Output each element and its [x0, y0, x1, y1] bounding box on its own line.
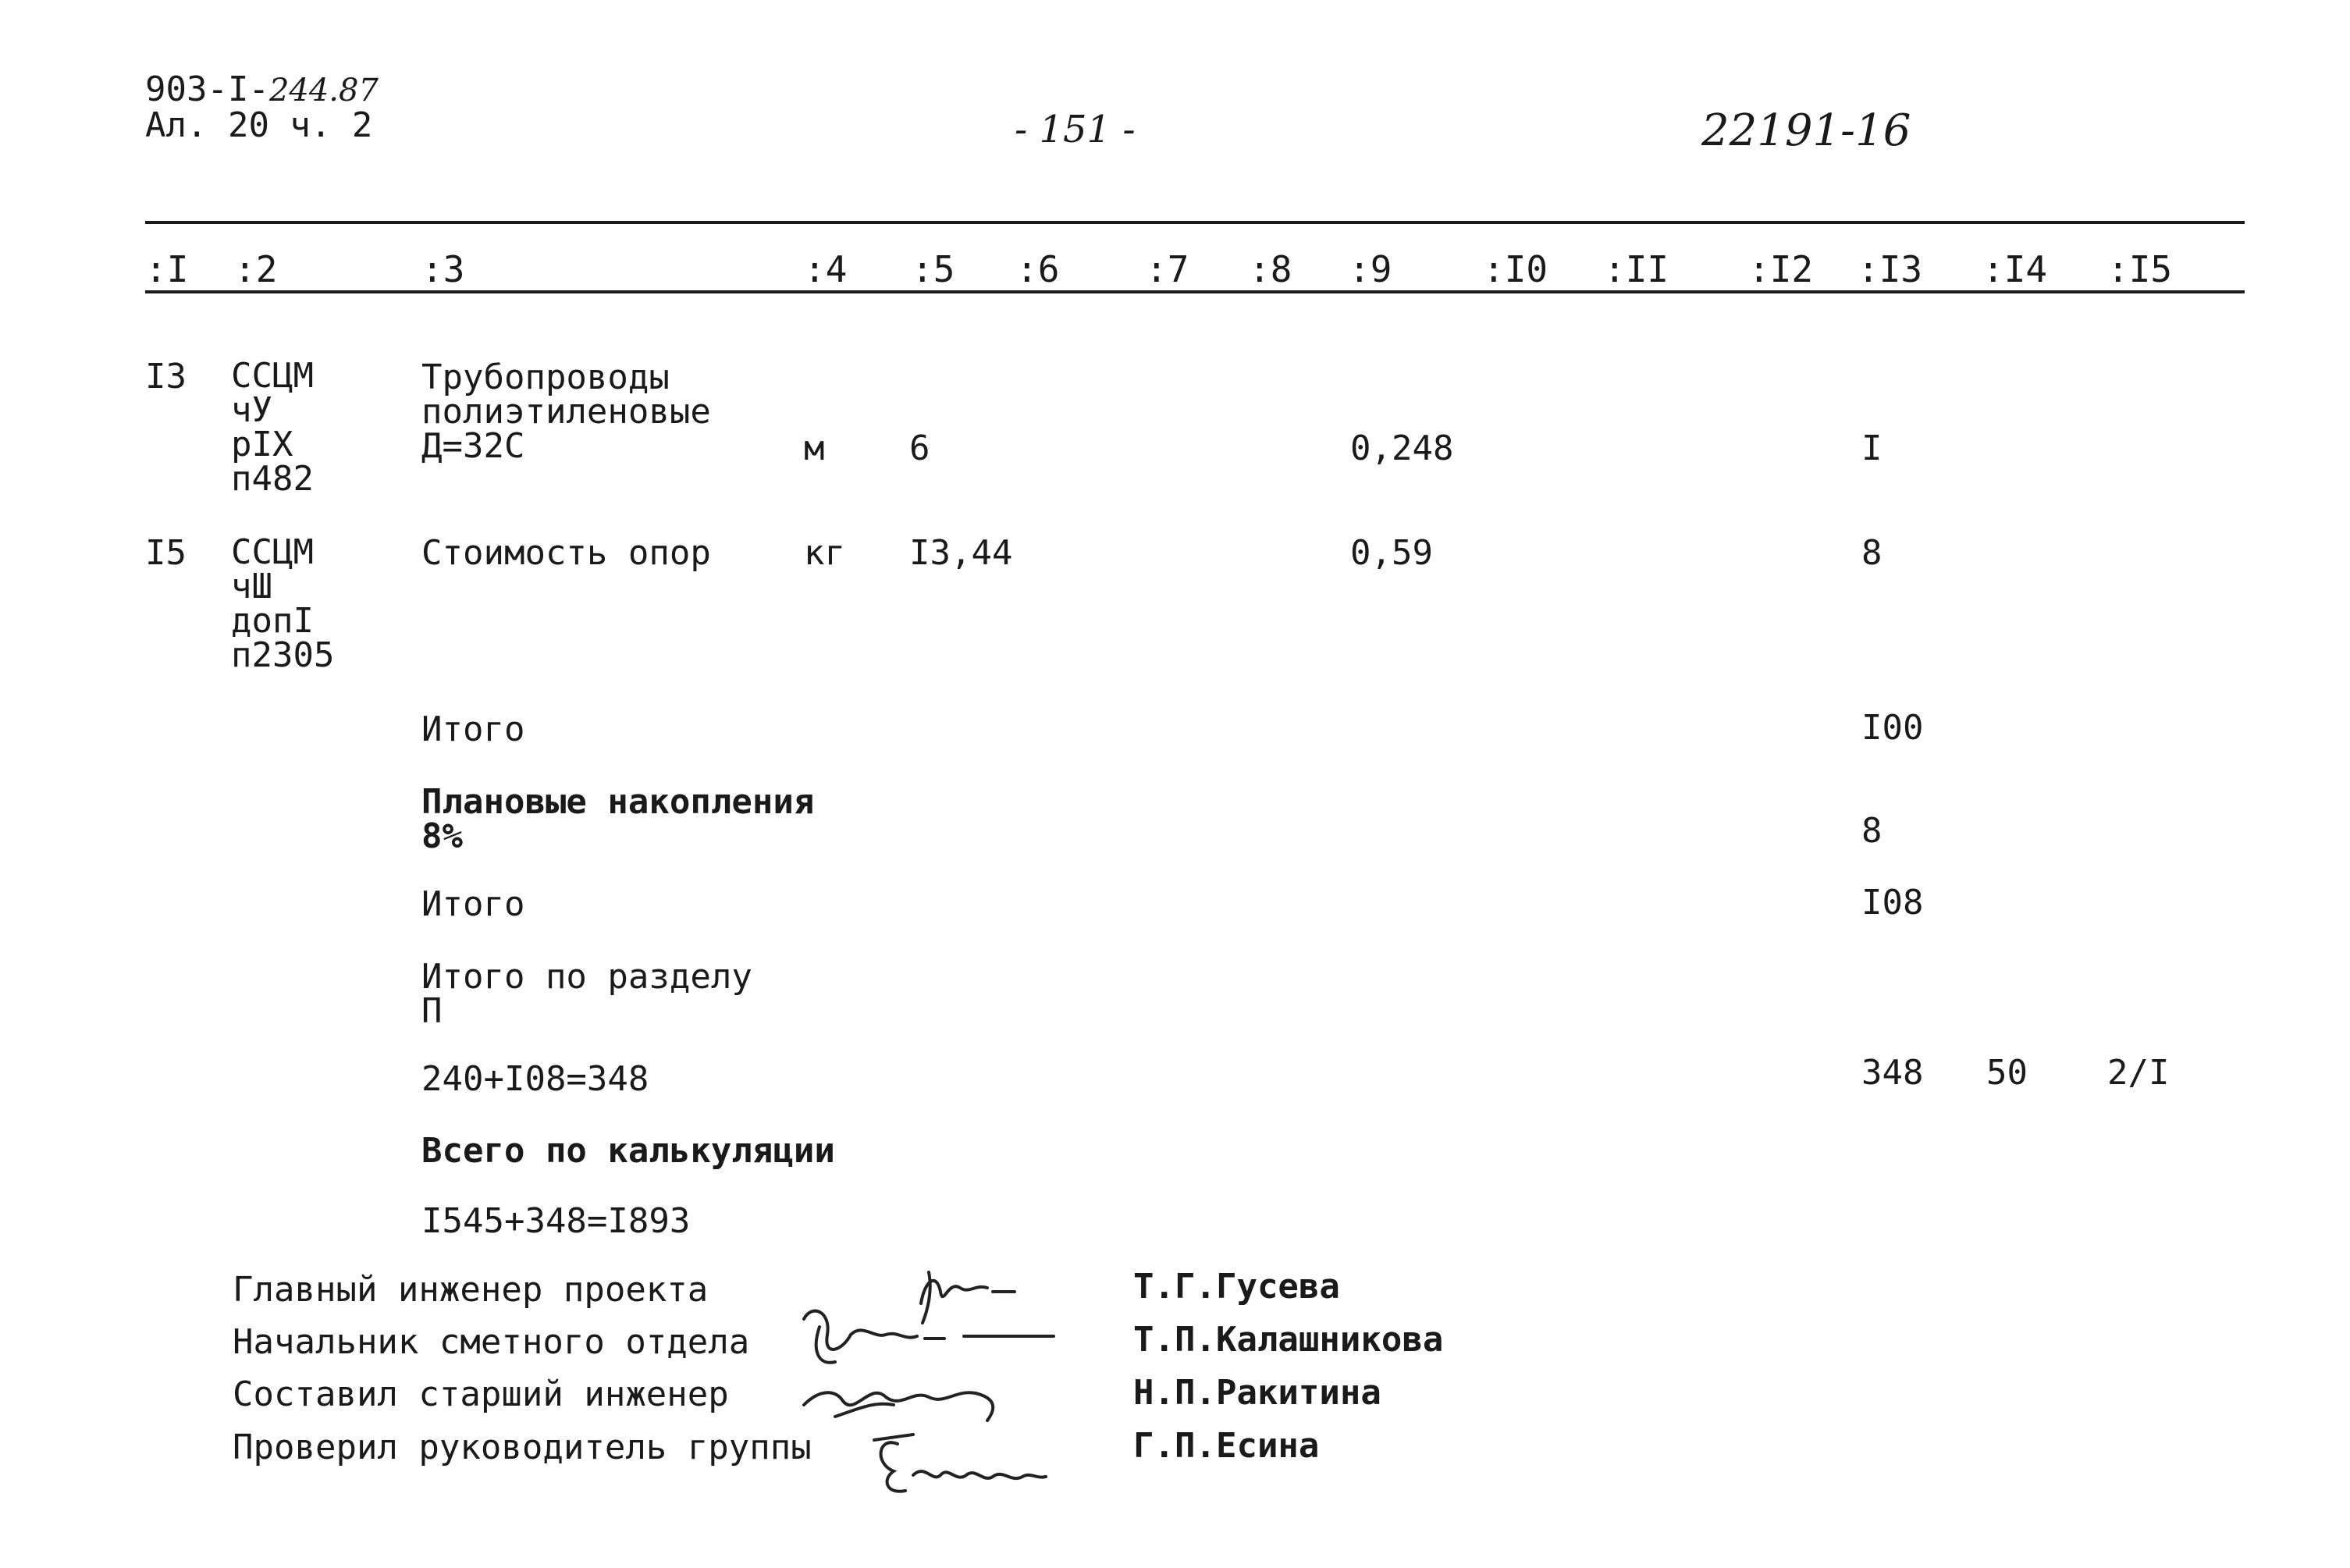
row-unit: кг: [804, 533, 845, 573]
page-number: - 151 -: [1015, 108, 1136, 151]
row-quantity: 6: [909, 428, 930, 468]
row-number: I5: [145, 533, 187, 573]
row-code: ССЦМ чШ допI п2305: [231, 532, 335, 675]
row-price: 0,248: [1350, 428, 1454, 468]
document-code-handwritten: 244.87: [268, 73, 379, 108]
col-header: :I2: [1748, 248, 1814, 290]
signature-name: Г.П.Есина: [1133, 1426, 1320, 1466]
col-header: :5: [912, 248, 955, 290]
handwritten-signatures: [788, 1249, 1132, 1499]
summary-label: Плановые накопления 8%: [421, 782, 815, 856]
signature-name: Т.П.Калашникова: [1133, 1320, 1444, 1360]
row-total: 8: [1861, 533, 1882, 573]
summary-label: Всего по калькуляции: [421, 1131, 835, 1171]
col-header: :II: [1604, 248, 1669, 290]
header-rule: [145, 290, 2245, 293]
summary-value: 348: [1861, 1053, 1924, 1093]
row-total: I: [1861, 428, 1882, 468]
col-header: :6: [1016, 248, 1060, 290]
signature-role: Проверил руководитель группы: [233, 1428, 812, 1467]
document-number: 22191-16: [1701, 105, 1911, 156]
col-header: :I5: [2107, 248, 2173, 290]
col-header: :2: [234, 248, 278, 290]
summary-label: Итого по разделу П: [421, 957, 752, 1031]
document-code: 903-I-244.87: [145, 69, 379, 109]
album-part: Ал. 20 ч. 2: [145, 105, 373, 145]
row-quantity: I3,44: [909, 533, 1013, 573]
row-name: Стоимость опор: [421, 533, 711, 573]
top-rule: [145, 221, 2245, 224]
row-code: ССЦМ чУ рIX п482: [231, 356, 314, 499]
summary-label: 240+I08=348: [421, 1059, 649, 1099]
col-header: :I0: [1483, 248, 1548, 290]
col-header: :I: [145, 248, 189, 290]
signature-role: Главный инженер проекта: [233, 1270, 709, 1310]
row-name: Трубопроводы полиэтиленовые Д=32С: [421, 357, 711, 466]
row-unit: м: [804, 428, 825, 468]
row-number: I3: [145, 357, 187, 396]
summary-value: I00: [1861, 708, 1924, 748]
summary-label: I545+348=I893: [421, 1201, 691, 1241]
col-header: :7: [1146, 248, 1189, 290]
col-header: :I4: [1982, 248, 2048, 290]
summary-col14: 50: [1986, 1053, 2028, 1093]
summary-value: 8: [1861, 811, 1882, 851]
col-header: :4: [804, 248, 848, 290]
signature-name: Н.П.Ракитина: [1133, 1373, 1381, 1413]
signature-role: Начальник сметного отдела: [233, 1322, 750, 1362]
summary-col15: 2/I: [2107, 1053, 2170, 1093]
signature-role: Составил старший инженер: [233, 1374, 729, 1414]
signature-name: Т.Г.Гусева: [1133, 1267, 1340, 1307]
summary-label: Итого: [421, 884, 525, 924]
col-header: :I3: [1858, 248, 1923, 290]
col-header: :9: [1349, 248, 1392, 290]
col-header: :3: [421, 248, 465, 290]
row-price: 0,59: [1350, 533, 1433, 573]
summary-label: Итого: [421, 709, 525, 749]
col-header: :8: [1249, 248, 1292, 290]
summary-value: I08: [1861, 883, 1924, 923]
